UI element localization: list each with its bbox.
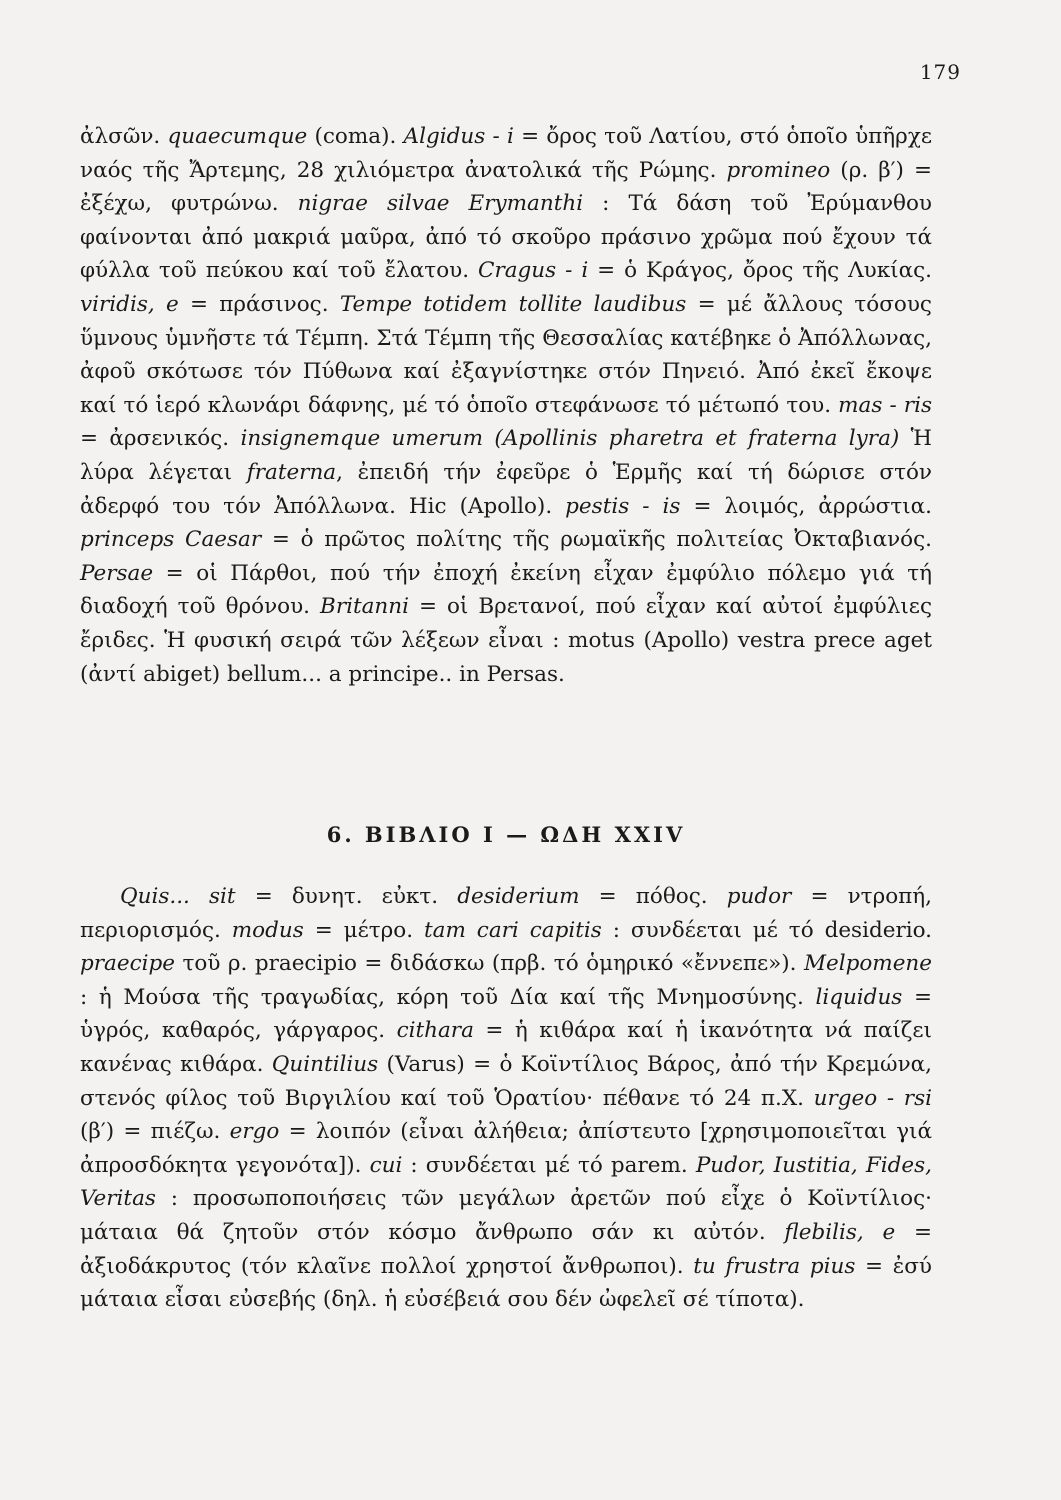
- latin-term: cithara: [396, 1018, 474, 1044]
- gloss-text: = ὁ Κράγος, ὄρος τῆς Λυκίας.: [588, 258, 933, 284]
- latin-term: flebilis, e: [784, 1219, 896, 1245]
- gloss-text: = ἀξιοδάκρυτος (τόν κλαῖνε πολλοί χρηστοί ἄνθρωποι).: [80, 1219, 933, 1279]
- gloss-text: = πόθος.: [579, 884, 727, 909]
- gloss-text: = μέτρο.: [303, 917, 425, 943]
- gloss-text: = μέ ἄλλους τόσους ὕμνους ὑμνῆστε τά Τέμπη. Στά Τέμπη τῆς Θεσσαλίας κατέβηκε ὁ Ἀπόλλωνας, ἀφοῦ σκότωσε τόν Πύθωνα καί ἐξαγνίστηκε στόν Πηνειό. Ἀπό ἐκεῖ ἔκοψε καί τό ἱερό κλωνάρι δάφνης, μέ τό ὁποῖο στεφάνωσε τό μέτωπό του.: [80, 291, 932, 418]
- gloss-text: : ἡ Μούσα τῆς τραγωδίας, κόρη τοῦ Δία καί τῆς Μνημοσύνης.: [80, 984, 816, 1010]
- gloss-text: = λοιπόν (εἶναι ἀλήθεια; ἀπίστευτο [χρησιμοποιεῖται γιά ἀπροσδόκητα γεγονότα]).: [80, 1119, 932, 1178]
- latin-term: Britanni: [320, 594, 409, 620]
- latin-term: modus: [231, 917, 304, 943]
- latin-term: viridis, e: [80, 291, 179, 317]
- latin-term: Quis... sit: [120, 884, 236, 909]
- latin-term: cui: [369, 1152, 403, 1178]
- gloss-text: (coma).: [307, 124, 404, 149]
- latin-term: quaecumque: [167, 124, 308, 149]
- gloss-text: = πράσινος.: [178, 291, 340, 317]
- gloss-text: = ἡ κιθάρα καί ἡ ἱκανότητα νά παίζει κανένας κιθάρα.: [80, 1018, 932, 1077]
- gloss-text: = ὑγρός, καθαρός, γάργαρος.: [80, 984, 932, 1044]
- gloss-text: = ὁ πρῶτος πολίτης τῆς ρωμαϊκῆς πολιτείας Ὀκταβιανός.: [261, 527, 933, 553]
- latin-term: fraterna: [246, 459, 337, 485]
- gloss-text: = οἱ Πάρθοι, πού τήν ἐποχή ἐκείνη εἶχαν ἐμφύλιο πόλεμο γιά τή διαδοχή τοῦ θρόνου.: [80, 560, 932, 620]
- gloss-text: = οἱ Βρετανοί, πού εἶχαν καί αὐτοί ἐμφύλιες ἔριδες. Ἡ φυσική σειρά τῶν λέξεων εἶναι : motus (Apollo) vestra prece aget (ἀντί abiget) bellum... a principe.. in Persas.: [80, 594, 932, 687]
- latin-term: liquidus: [815, 984, 903, 1010]
- commentary-paragraph: [80, 120, 932, 691]
- latin-term: urgeo - rsi: [813, 1085, 932, 1111]
- latin-term: tu frustra pius: [693, 1253, 856, 1279]
- latin-term: insignemque umerum (Apollinis pharetra et fraterna lyra): [240, 426, 900, 452]
- gloss-text: : Τά δάση τοῦ Ἐρύμανθου φαίνονται ἀπό μακριά μαῦρα, ἀπό τό σκοῦρο πράσινο χρῶμα πού ἔχουν τά φύλλα τοῦ πεύκου καί τοῦ ἔλατου.: [80, 191, 932, 284]
- gloss-text: : συνδέεται μέ τό parem.: [402, 1152, 696, 1178]
- commentary-ode-xxi-continued: [80, 120, 932, 691]
- latin-term: Pudor, Iustitia, Fides, Veritas: [80, 1152, 932, 1212]
- latin-term: Quintilius: [271, 1051, 379, 1077]
- latin-term: promineo: [726, 157, 831, 183]
- gloss-text: (β′) = πιέζω.: [80, 1119, 230, 1145]
- latin-term: pudor: [726, 884, 792, 909]
- page-number: 179: [919, 60, 961, 84]
- gloss-text: = ἀρσενικός.: [80, 426, 241, 452]
- gloss-text: : συνδέεται μέ τό desiderio.: [601, 917, 933, 943]
- latin-term: desiderium: [457, 884, 580, 909]
- gloss-text: τοῦ ρ. praecipio = διδάσκω (πρβ. τό ὁμηρικό «ἔννεπε»).: [175, 951, 804, 977]
- latin-term: Tempe totidem tollite laudibus: [339, 291, 687, 317]
- latin-term: tam cari capitis: [424, 917, 602, 943]
- gloss-text: ἀλσῶν.: [80, 124, 168, 149]
- latin-term: praecipe: [80, 951, 175, 977]
- commentary-paragraph: [80, 880, 932, 1317]
- gloss-text: = ντροπή, περιορισμός.: [80, 884, 932, 943]
- latin-term: Cragus - i: [478, 258, 589, 284]
- commentary-ode-xxiv: [80, 880, 932, 1317]
- gloss-text: (Varus) = ὁ Κοϊντίλιος Βάρος, ἀπό τήν Κρεμώνα, στενός φίλος τοῦ Βιργιλίου καί τοῦ Ὁρατίου· πέθανε τό 24 π.Χ.: [80, 1051, 932, 1111]
- gloss-text: Ἡ λύρα λέγεται: [80, 426, 933, 485]
- gloss-text: (ρ. β′) = ἐξέχω, φυτρώνω.: [80, 157, 932, 217]
- gloss-text: : προσωποποιήσεις τῶν μεγάλων ἀρετῶν πού εἶχε ὁ Κοϊντίλιος· μάταια θά ζητοῦν στόν κόσμο ἄνθρωπο σάν κι αὐτόν.: [80, 1186, 932, 1245]
- latin-term: pestis - is: [565, 493, 681, 519]
- latin-term: Algidus - i: [403, 124, 514, 149]
- latin-term: Melpomene: [803, 951, 932, 977]
- latin-term: Persae: [80, 560, 154, 586]
- latin-term: nigrae silvae Erymanthi: [297, 191, 584, 217]
- gloss-text: = λοιμός, ἀρρώστια.: [680, 493, 932, 519]
- gloss-text: , ἐπειδή τήν ἐφεῦρε ὁ Ἑρμῆς καί τή δώρισε στόν ἀδερφό του τόν Ἀπόλλωνα. Hic (Apollo).: [80, 459, 932, 519]
- latin-term: mas - ris: [838, 392, 932, 418]
- gloss-text: = δυνητ. εὐκτ.: [235, 884, 458, 909]
- latin-term: princeps Caesar: [80, 527, 262, 553]
- section-heading: 6. ΒΙΒΛΙΟ I — ΩΔΗ XXIV: [326, 822, 686, 847]
- gloss-text: = ὄρος τοῦ Λατίου, στό ὁποῖο ὑπῆρχε ναός τῆς Ἄρτεμης, 28 χιλιόμετρα ἀνατολικά τῆς Ρώμης.: [80, 124, 932, 183]
- gloss-text: = ἐσύ μάταια εἶσαι εὐσεβής (δηλ. ἡ εὐσέβειά σου δέν ὠφελεῖ σέ τίποτα).: [80, 1253, 932, 1313]
- latin-term: ergo: [229, 1119, 280, 1145]
